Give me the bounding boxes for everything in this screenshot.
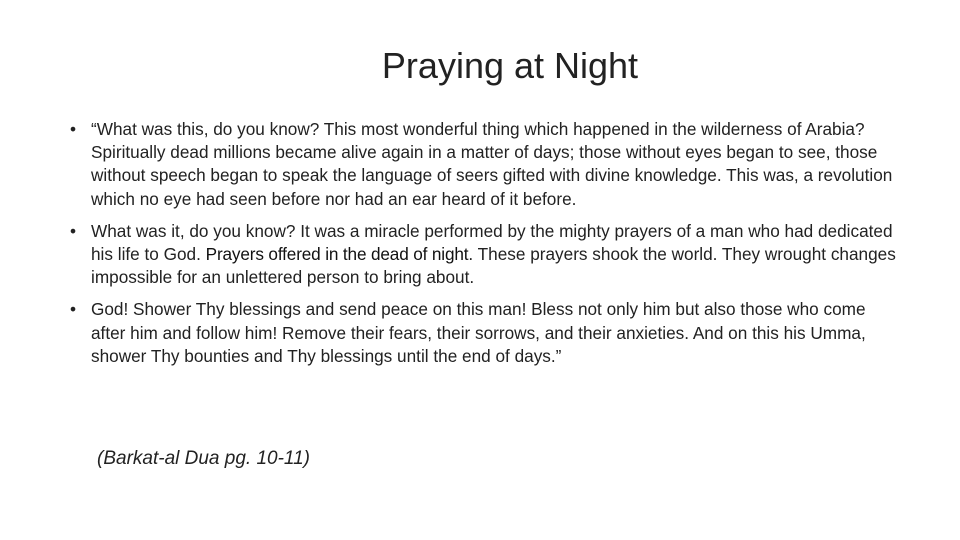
bullet-item-2 <box>70 220 900 290</box>
bullet-item-3 <box>70 298 900 368</box>
bullet-dot-icon: • <box>70 119 77 139</box>
bullet-item-1 <box>70 118 900 211</box>
bullet-dot-icon: • <box>70 299 77 320</box>
bullet-text-2-before: What was it, do you know? It was a miracle performed by the mighty prayers of a man who had dedicated his life to God. <box>91 220 893 265</box>
bullet-text-2-emphasis: Prayers offered in the dead of night <box>205 244 469 265</box>
bullet-list <box>70 118 900 368</box>
bullet-text-2-after: . These prayers shook the world. They wrought changes impossible for an unlettered person to bring about. <box>91 244 896 288</box>
citation: (Barkat-al Dua pg. 10-11) <box>97 448 310 469</box>
bullet-text-3: God! Shower Thy blessings and send peace on this man! Bless not only him but also those who come after him and follow him! Remove their fears, their sorrows, and their anxieties. And on this his Umma, shower Thy bounties and Thy blessings until the end of days.” <box>91 299 866 366</box>
bullet-dot-icon: • <box>70 220 77 241</box>
slide-title: Praying at Night <box>381 45 639 86</box>
slide-body <box>70 118 900 377</box>
bullet-text-1: “What was this, do you know? This most wonderful thing which happened in the wilderness of Arabia? Spiritually dead millions became alive again in a matter of days; those without eyes began to see, those without speech began to speak the language of seers gifted with divine knowledge. This was, a revolution which no eye had seen before nor had an ear heard of it before. <box>91 119 893 209</box>
